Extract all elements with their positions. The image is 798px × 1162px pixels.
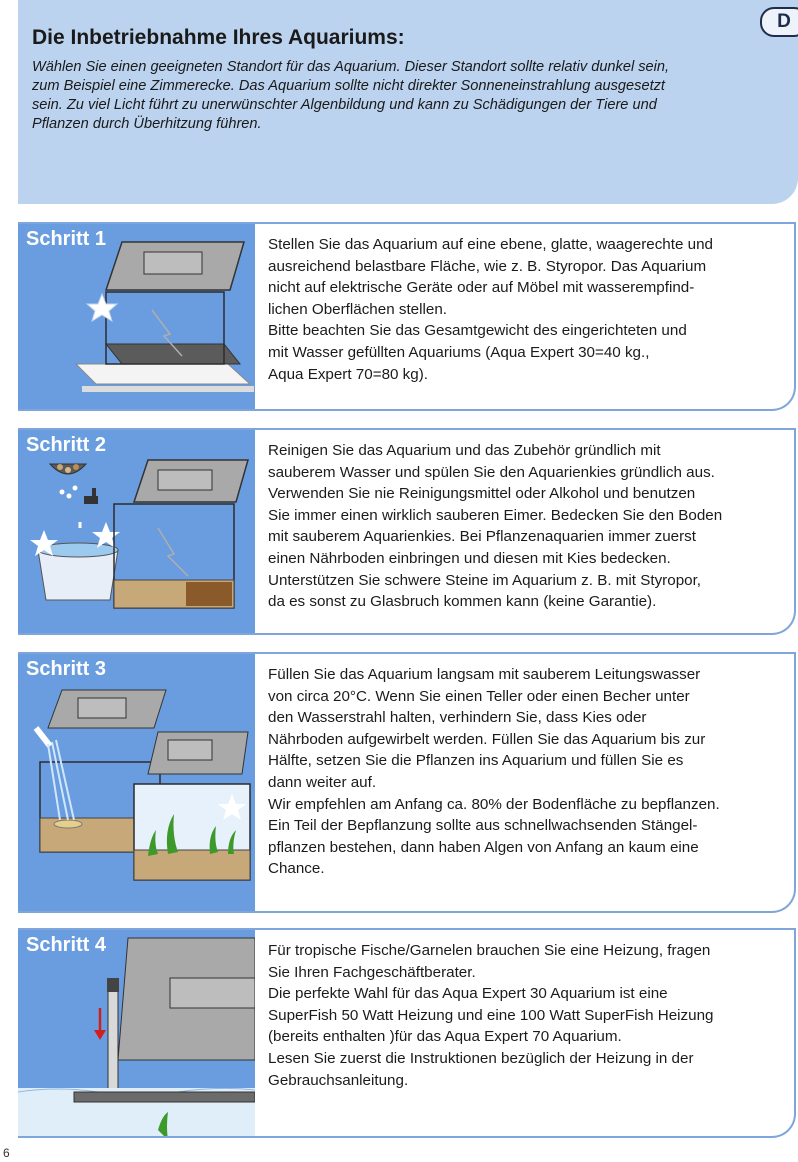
text-line: mit sauberem Aquarienkies. Bei Pflanzenaquarien immer zuerst [268, 528, 696, 546]
text-line: Hälfte, setzen Sie die Pflanzen ins Aquarium und füllen Sie es [268, 752, 684, 770]
step-3-text [268, 664, 788, 880]
step-4-label: Schritt 4 [26, 934, 107, 956]
step-3-label: Schritt 3 [26, 658, 107, 680]
step-4 [18, 928, 796, 1138]
step-4-panel [18, 930, 255, 1136]
text-line: Bitte beachten Sie das Gesamtgewicht des eingerichteten und [268, 322, 687, 340]
intro-text [32, 58, 772, 134]
text-line: einen Nährboden einbringen und diesen mit Kies bedecken. [268, 549, 671, 567]
heater-illustration [18, 930, 255, 1138]
page-number: 6 [3, 1146, 10, 1160]
text-line: ausreichend belastbare Fläche, wie z. B. Styropor. Das Aquarium [268, 257, 707, 275]
intro-line: Pflanzen durch Überhitzung führen. [32, 116, 262, 132]
text-line: Reinigen Sie das Aquarium und das Zubehör gründlich mit [268, 442, 661, 459]
intro-box [18, 0, 798, 204]
step-3 [18, 652, 796, 913]
text-line: Gebrauchsanleitung. [268, 1071, 409, 1089]
step-1 [18, 222, 796, 411]
text-line: nicht auf elektrische Geräte oder auf Möbel mit wasserempfind- [268, 279, 695, 297]
text-line: Sie Ihren Fachgeschäftberater. [268, 963, 476, 981]
step-1-text [268, 234, 788, 385]
cleaning-illustration [18, 430, 255, 635]
step-2 [18, 428, 796, 635]
step-2-label: Schritt 2 [26, 434, 107, 456]
text-line: Aqua Expert 70=80 kg). [268, 365, 428, 383]
step-1-label: Schritt 1 [26, 228, 107, 250]
text-line: SuperFish 50 Watt Heizung und eine 100 Watt SuperFish Heizung [268, 1006, 714, 1024]
page-title: Die Inbetriebnahme Ihres Aquariums: [32, 26, 405, 49]
step-4-text [268, 940, 788, 1091]
text-line: (bereits enthalten )für das Aqua Expert 70 Aquarium. [268, 1028, 622, 1046]
text-line: Ein Teil der Bepflanzung sollte aus schnellwachsenden Stängel- [268, 817, 698, 835]
step-2-panel [18, 430, 255, 633]
text-line: Chance. [268, 860, 325, 878]
intro-line: sein. Zu viel Licht führt zu unerwünschter Algenbildung und kann zu Schädigungen der Tiere und [32, 97, 657, 113]
text-line: Für tropische Fische/Garnelen brauchen Sie eine Heizung, fragen [268, 942, 711, 959]
text-line: Stellen Sie das Aquarium auf eine ebene, glatte, waagerechte und [268, 236, 713, 253]
step-3-panel [18, 654, 255, 911]
text-line: Nährboden aufgewirbelt werden. Füllen Sie das Aquarium bis zur [268, 730, 706, 748]
text-line: von circa 20°C. Wenn Sie einen Teller oder einen Becher unter [268, 687, 690, 705]
text-line: mit Wasser gefüllten Aquariums (Aqua Expert 30=40 kg., [268, 343, 650, 361]
text-line: Unterstützen Sie schwere Steine im Aquarium z. B. mit Styropor, [268, 571, 702, 589]
text-line: Wir empfehlen am Anfang ca. 80% der Bodenfläche zu bepflanzen. [268, 795, 720, 813]
filling-and-planting-illustration [18, 654, 255, 913]
language-badge: D [760, 7, 798, 37]
text-line: dann weiter auf. [268, 773, 377, 791]
text-line: Die perfekte Wahl für das Aqua Expert 30 Aquarium ist eine [268, 985, 668, 1003]
text-line: da es sonst zu Glasbruch kommen kann (keine Garantie). [268, 593, 657, 611]
text-line: Lesen Sie zuerst die Instruktionen bezüglich der Heizung in der [268, 1049, 694, 1067]
text-line: Sie immer einen wirklich sauberen Eimer. Bedecken Sie den Boden [268, 506, 723, 524]
text-line: den Wasserstrahl halten, verhindern Sie, dass Kies oder [268, 709, 647, 727]
text-line: pflanzen bestehen, dann haben Algen von Anfang an kaum eine [268, 838, 699, 856]
text-line: lichen Oberflächen stellen. [268, 300, 447, 318]
intro-line: Wählen Sie einen geeigneten Standort für das Aquarium. Dieser Standort sollte relativ dunkel sein, [32, 59, 670, 75]
text-line: Füllen Sie das Aquarium langsam mit sauberem Leitungswasser [268, 666, 701, 683]
aquarium-on-base-illustration [18, 224, 255, 411]
step-1-panel [18, 224, 255, 409]
text-line: Verwenden Sie nie Reinigungsmittel oder Alkohol und benutzen [268, 485, 696, 503]
intro-line: zum Beispiel eine Zimmerecke. Das Aquarium sollte nicht direkter Sonneneinstrahlung ausgesetzt [32, 78, 665, 94]
step-2-text [268, 440, 788, 613]
text-line: sauberem Wasser und spülen Sie den Aquarienkies gründlich aus. [268, 463, 715, 481]
